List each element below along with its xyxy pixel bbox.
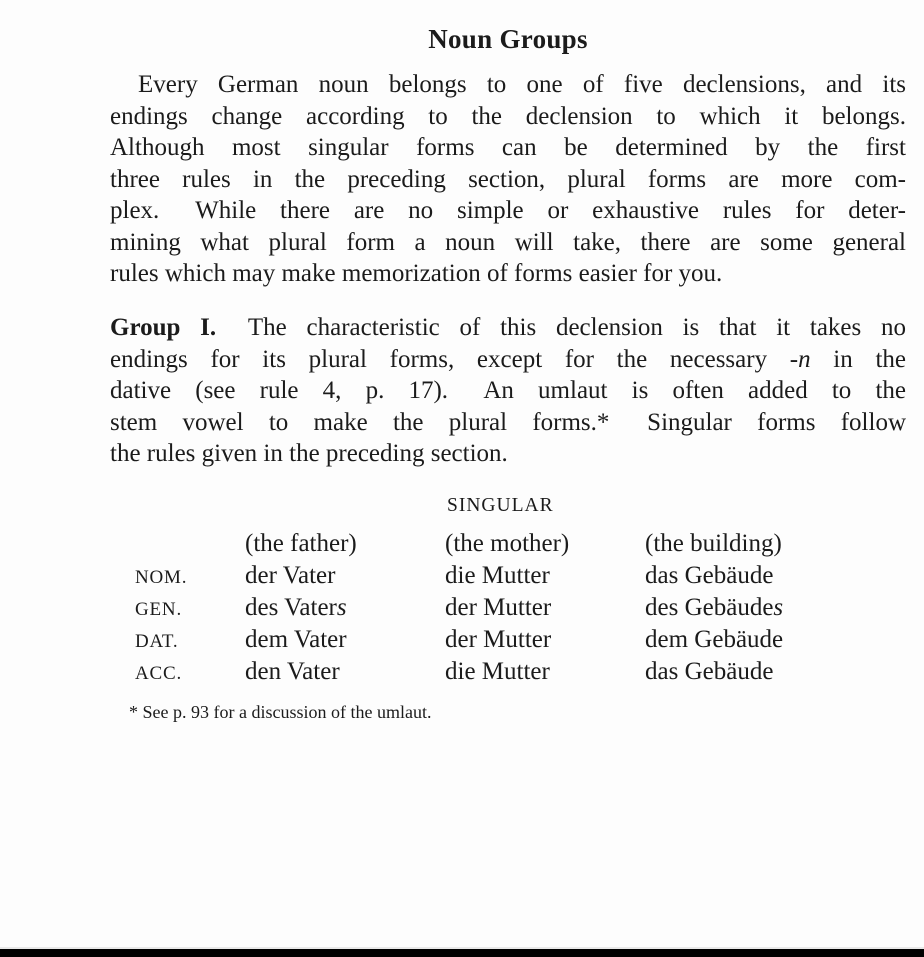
group1-paragraph: Group I. The characteristic of this declension is that it takes no endings for its plural forms, except for the necessary -n in the dative (see rule 4, p. 17). An umlaut is often added to the stem vowel to make the plural forms.* Singular forms follow the rules given in the preceding section. xyxy=(110,314,906,467)
table-cell: der Mutter xyxy=(445,594,552,621)
intro-paragraph: Every German noun belongs to one of five declensions, and its endings change according to the declension to which it belongs. Although most singular forms can be determined by the first three rules in the preceding section, plural forms are more com- plex. While there are no simple or exhaustive rules for deter- mining what plural form a noun will take, there are some general rules which may make memorization of forms easier for you. xyxy=(110,71,906,287)
gloss-header-building: (the building) xyxy=(645,530,782,557)
gloss-header-mother: (the mother) xyxy=(445,530,570,557)
table-cell: den Vater xyxy=(245,658,340,685)
table-cell: dem Gebäude xyxy=(645,626,784,653)
table-cell: des Gebäudes xyxy=(645,594,784,621)
case-label: ACC. xyxy=(135,663,183,684)
gloss-header-father: (the father) xyxy=(245,530,357,557)
table-header-row xyxy=(135,530,845,562)
scan-edge-bar xyxy=(0,947,924,957)
table-cell: dem Vater xyxy=(245,626,347,653)
table-cell: der Mutter xyxy=(445,626,552,653)
table-cell: die Mutter xyxy=(445,658,550,685)
case-label: NOM. xyxy=(135,567,188,588)
page-title: Noun Groups xyxy=(428,24,588,54)
table-cell: das Gebäude xyxy=(645,658,774,685)
table-cell: das Gebäude xyxy=(645,562,774,589)
table-cell: die Mutter xyxy=(445,562,550,589)
umlaut-footnote: * See p. 93 for a discussion of the umlaut. xyxy=(129,702,432,722)
table-row-accusative xyxy=(135,658,845,690)
declension-table xyxy=(135,494,845,690)
table-row-dative xyxy=(135,626,845,658)
table-cell: des Vaters xyxy=(245,594,347,621)
table-row-nominative xyxy=(135,562,845,594)
case-label: GEN. xyxy=(135,599,182,620)
table-row-genitive xyxy=(135,594,845,626)
table-cell: der Vater xyxy=(245,562,336,589)
table-section-label: SINGULAR xyxy=(447,495,554,516)
case-label: DAT. xyxy=(135,631,179,652)
